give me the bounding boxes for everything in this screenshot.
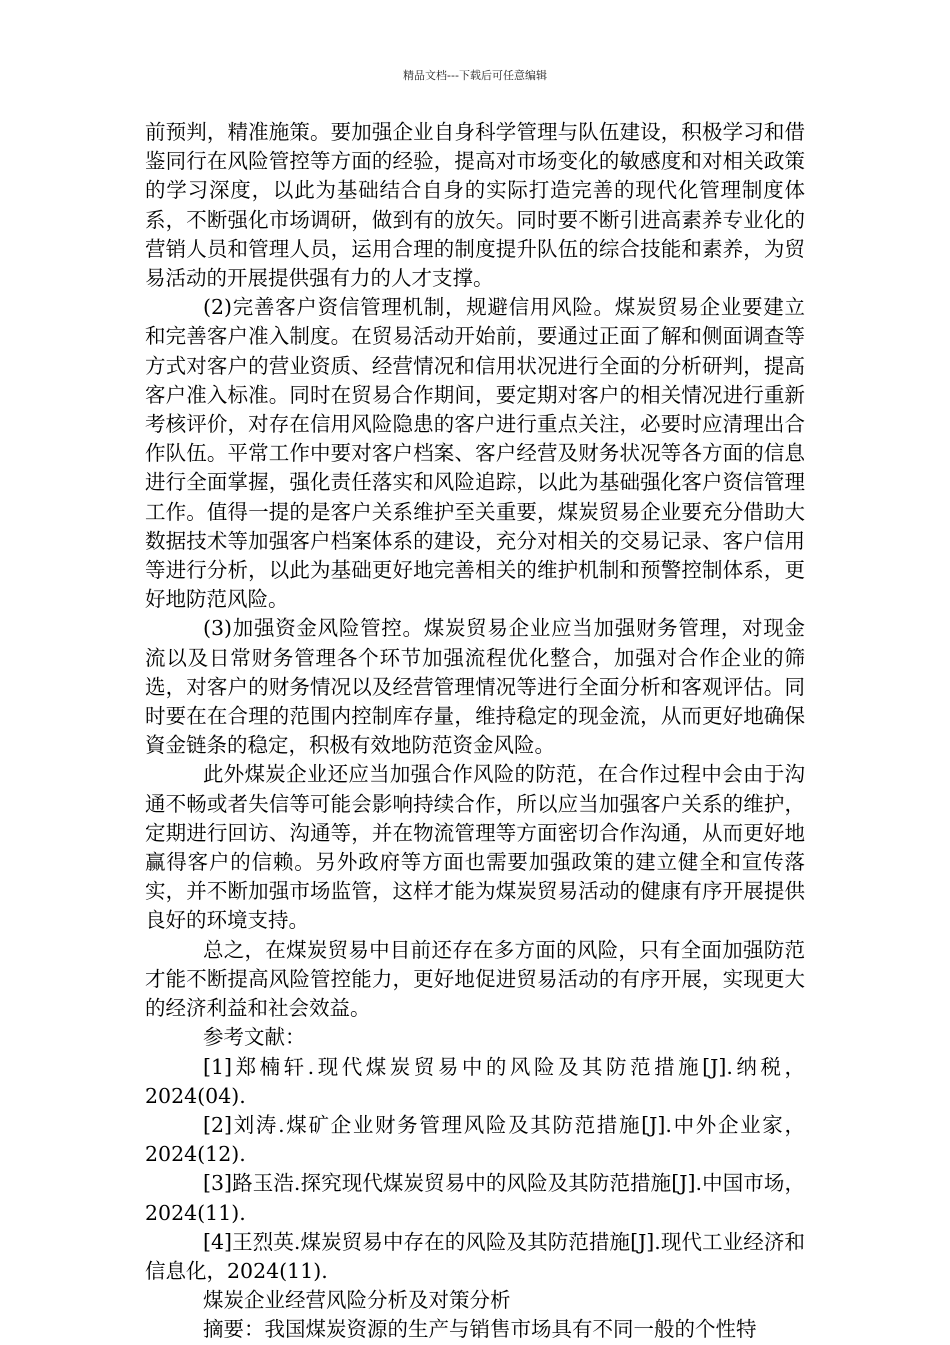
paragraph-conclusion: 总之，在煤炭贸易中目前还存在多方面的风险，只有全面加强防范才能不断提高风险管控能力，更好地促进贸易活动的有序开展，实现更大的经济利益和社会效益。 [145,937,805,1021]
paragraph-capital-risk: (3)加强资金风险管控。煤炭贸易企业应当加强财务管理，对现金流以及日常财务管理各个环节加强流程优化整合，加强对合作企业的筛选，对客户的财务情况以及经营管理情况等进行全面分析和客观评估。同时要在在合理的范围内控制库存量，维持稳定的现金流，从而更好地确保資金链条的稳定，积极有效地防范资金风险。 [145,616,805,758]
abstract-start: 摘要：我国煤炭资源的生产与销售市场具有不同一般的个性特 [203,1317,757,1342]
paragraph-credit-risk: (2)完善客户资信管理机制，规避信用风险。煤炭贸易企业要建立和完善客户准入制度。在贸易活动开始前，要通过正面了解和侧面调查等方式对客户的营业资质、经营情况和信用状况进行全面的分析研判，提高客户准入标准。同时在贸易合作期间，要定期对客户的相关情况进行重新考核评价，对存在信用风险隐患的客户进行重点关注，必要时应清理出合作队伍。平常工作中要对客户档案、客户经营及财务状况等各方面的信息进行全面掌握，强化责任落实和风险追踪，以此为基础强化客户资信管理工作。值得一提的是客户关系维护至关重要，煤炭贸易企业要充分借助大数据技术等加强客户档案体系的建设，充分对相关的交易记录、客户信用等进行分析，以此为基础更好地完善相关的维护机制和预警控制体系，更好地防范风险。 [145,295,805,612]
paragraph-cooperation-risk: 此外煤炭企业还应当加强合作风险的防范，在合作过程中会由于沟通不畅或者失信等可能会影响持续合作，所以应当加强客户关系的维护，定期进行回访、沟通等，并在物流管理等方面密切合作沟通，从而更好地赢得客户的信赖。另外政府等方面也需要加强政策的建立健全和宣传落实，并不断加强市场监管，这样才能为煤炭贸易活动的健康有序开展提供良好的环境支持。 [145,762,805,933]
page-header: 精品文档---下载后可任意编辑 [403,69,547,82]
document-body [145,118,805,1345]
reference-item: [4]王烈英.煤炭贸易中存在的风险及其防范措施[J].现代工业经济和信息化，2024(11). [145,1229,805,1283]
reference-item: [3]路玉浩.探究现代煤炭贸易中的风险及其防范措施[J].中国市场，2024(11). [145,1171,805,1225]
references-heading: 参考文献： [203,1025,306,1050]
paragraph-management: 前预判，精准施策。要加强企业自身科学管理与队伍建设，积极学习和借鉴同行在风险管控等方面的经验，提高对市场变化的敏感度和对相关政策的学习深度，以此为基础结合自身的实际打造完善的现代化管理制度体系，不断强化市场调研，做到有的放矢。同时要不断引进高素养专业化的营销人员和管理人员，运用合理的制度提升队伍的综合技能和素养，为贸易活动的开展提供强有力的人才支撑。 [145,120,805,291]
article-title: 煤炭企业经营风险分析及对策分析 [203,1288,511,1313]
reference-item: [2]刘涛.煤矿企业财务管理风险及其防范措施[J].中外企业家，2024(12). [145,1112,805,1167]
reference-item: [1]郑楠轩.现代煤炭贸易中的风险及其防范措施[J].纳税，2024(04). [145,1054,805,1108]
